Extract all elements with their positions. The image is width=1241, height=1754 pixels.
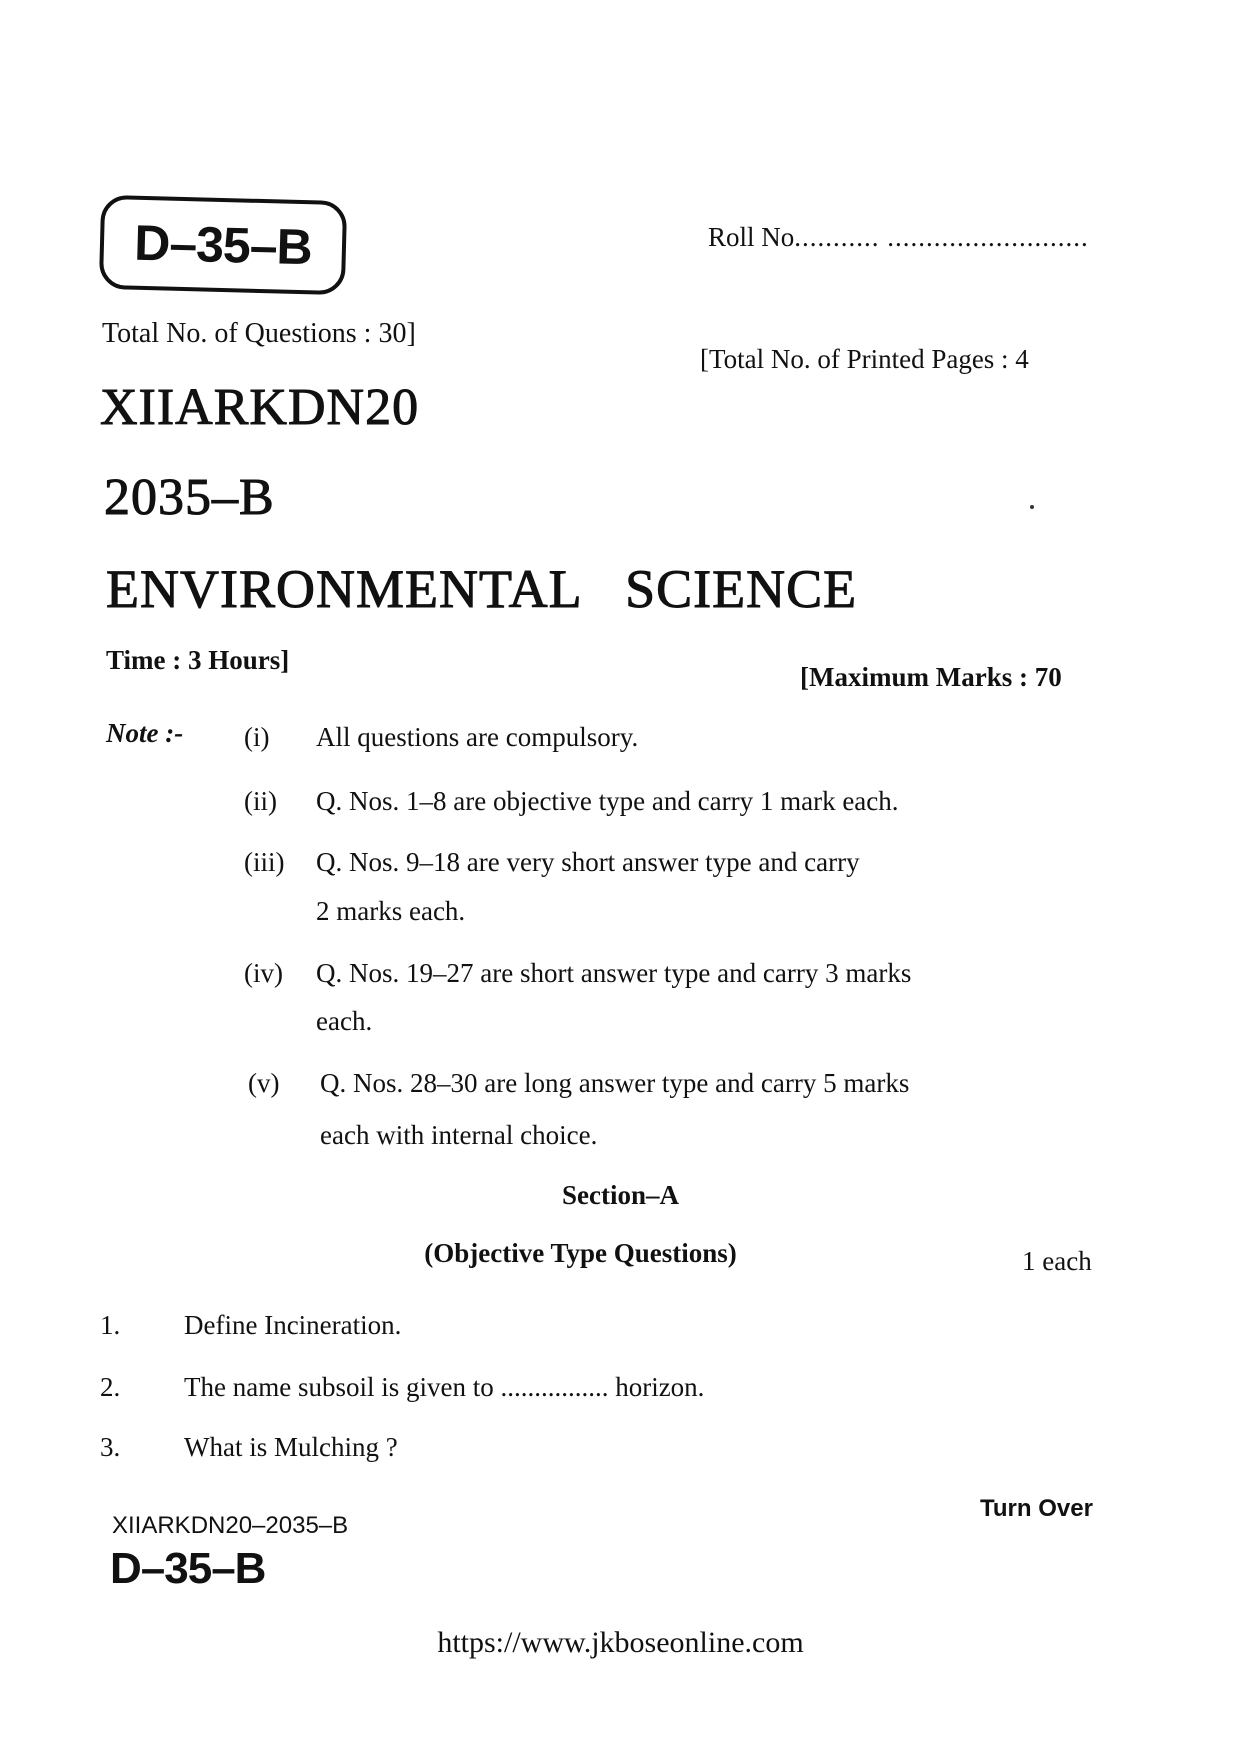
footer-paper-code: D–35–B [110,1544,266,1593]
note-number: (ii) [244,786,277,816]
turn-over-label: Turn Over [980,1495,1093,1522]
note-text: Q. Nos. 19–27 are short answer type and carry 3 marks [316,958,912,988]
question-text: What is Mulching ? [184,1432,398,1462]
roll-number-field [708,222,1089,253]
note-text: Q. Nos. 28–30 are long answer type and carry 5 marks [320,1068,910,1098]
maximum-marks: [Maximum Marks : 70 [800,662,1062,692]
roll-no-label: Roll No [708,222,795,252]
note-label: Note :- [106,718,184,748]
website-url[interactable]: https://www.jkboseonline.com [437,1626,804,1659]
subject-title: ENVIRONMENTAL SCIENCE [106,559,858,619]
paper-code-box [99,195,347,295]
note-text: each. [316,1006,373,1036]
section-title: Section–A [562,1180,679,1210]
question-number: 1. [100,1310,121,1340]
exam-code: XIIARKDN20 [100,379,420,436]
time-allowed: Time : 3 Hours] [106,645,290,675]
note-text: Q. Nos. 9–18 are very short answer type and carry [316,847,860,877]
note-number: (iii) [244,847,285,877]
note-number: (i) [244,722,270,752]
subject-code: 2035–B [104,469,275,526]
note-number: (v) [248,1068,280,1098]
total-printed-pages: [Total No. of Printed Pages : 4 [700,344,1029,374]
paper-code: D–35–B [133,214,313,276]
footer-code: XIIARKDN20–2035–B [112,1512,349,1539]
question-number: 2. [100,1372,121,1402]
question-text: Define Incineration. [184,1310,402,1340]
note-text: 2 marks each. [316,896,466,926]
note-number: (iv) [244,958,283,988]
section-subtitle: (Objective Type Questions) [424,1238,737,1268]
note-text: All questions are compulsory. [316,722,639,752]
stray-mark [1030,505,1034,509]
total-questions: Total No. of Questions : 30] [102,318,416,349]
roll-no-blank: ........... .......................... [794,222,1089,252]
question-number: 3. [100,1432,121,1462]
note-text: each with internal choice. [320,1120,598,1150]
question-text: The name subsoil is given to ................ horizon. [184,1372,705,1402]
section-marks: 1 each [1022,1246,1092,1276]
note-text: Q. Nos. 1–8 are objective type and carry 1 mark each. [316,786,899,816]
